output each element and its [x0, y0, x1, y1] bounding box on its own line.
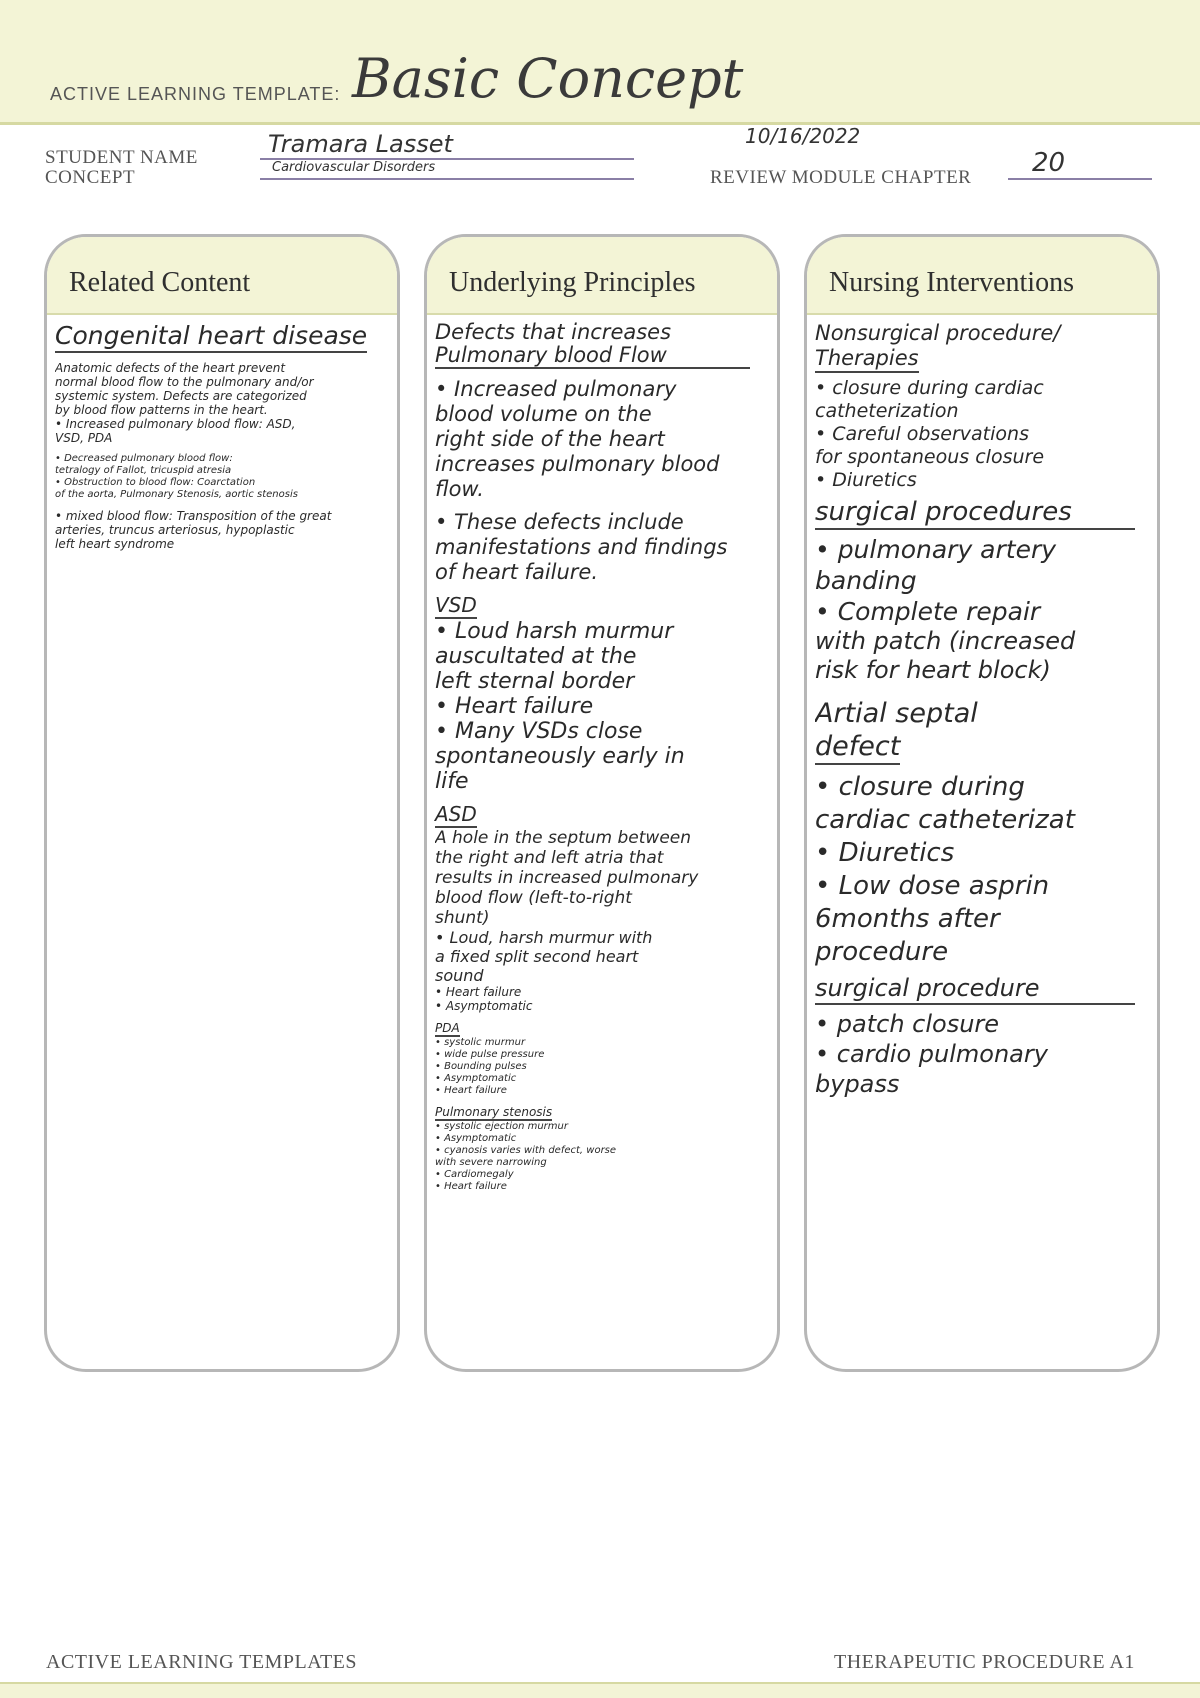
related-small-line: • Obstruction to blood flow: Coarctation	[55, 477, 256, 488]
asd-line: blood flow (left-to-right	[435, 888, 632, 908]
underlying-p1: blood volume on the	[435, 402, 652, 426]
vsd-heading: VSD	[435, 593, 477, 617]
pda-line: • wide pulse pressure	[435, 1049, 545, 1060]
student-name-value: Tramara Lasset	[268, 130, 453, 158]
asd-small-line: • Asymptomatic	[435, 999, 533, 1013]
nursing-l1: • closure during cardiac	[815, 377, 1044, 399]
nursing-h1: Therapies	[815, 346, 919, 373]
vsd-line: spontaneously early in	[435, 744, 685, 769]
pulmonary-stenosis-heading: Pulmonary stenosis	[435, 1105, 553, 1119]
related-line: by blood flow patterns in the heart.	[55, 403, 268, 417]
asd-small-line: • Heart failure	[435, 985, 522, 999]
underlying-heading: Pulmonary blood Flow	[435, 344, 750, 369]
review-chapter-value: 20	[1032, 148, 1066, 178]
student-name-label: STUDENT NAME	[45, 147, 198, 168]
vsd-line: • Many VSDs close	[435, 719, 643, 744]
related-small-line: • Decreased pulmonary blood flow:	[55, 453, 233, 464]
vsd-line: • Heart failure	[435, 694, 594, 719]
underlying-p2: of heart failure.	[435, 560, 599, 584]
related-line: VSD, PDA	[55, 431, 113, 445]
pda-heading: PDA	[435, 1021, 460, 1035]
underlying-p2: manifestations and findings	[435, 535, 728, 559]
pda-line: • Heart failure	[435, 1085, 507, 1096]
nursing-l4: • cardio pulmonary	[815, 1040, 1048, 1068]
nursing-h2: surgical procedures	[815, 496, 1135, 530]
related-small-line: of the aorta, Pulmonary Stenosis, aortic stenosis	[55, 489, 298, 500]
related-line: systemic system. Defects are categorized	[55, 389, 307, 403]
review-module-label: REVIEW MODULE CHAPTER	[710, 167, 972, 188]
nursing-interventions-title: Nursing Interventions	[807, 237, 1157, 315]
review-chapter-underline	[1008, 178, 1152, 180]
related-content-title: Related Content	[47, 237, 397, 315]
nursing-l1: • Careful observations	[815, 423, 1029, 445]
nursing-l3: procedure	[815, 937, 949, 967]
asd-line: a fixed split second heart	[435, 947, 639, 966]
ps-line: • systolic ejection murmur	[435, 1121, 568, 1132]
related-small-line: tetralogy of Fallot, tricuspid atresia	[55, 465, 232, 476]
related-content-panel	[44, 234, 400, 1372]
related-tail-line: left heart syndrome	[55, 537, 175, 551]
nursing-l2: • Complete repair	[815, 597, 1041, 626]
underlying-p1: • Increased pulmonary	[435, 377, 677, 401]
ps-line: with severe narrowing	[435, 1157, 547, 1168]
asd-line: the right and left atria that	[435, 848, 664, 868]
underlying-p2: • These defects include	[435, 510, 684, 534]
related-tail-line: arteries, truncus arteriosus, hypoplastic	[55, 523, 295, 537]
page-title: Basic Concept	[352, 47, 744, 110]
nursing-h4: surgical procedure	[815, 973, 1135, 1005]
underlying-principles-panel	[424, 234, 780, 1372]
pda-line: • systolic murmur	[435, 1037, 526, 1048]
nursing-l2: banding	[815, 566, 917, 595]
concept-underline	[260, 178, 634, 180]
concept-value: Cardiovascular Disorders	[272, 160, 436, 175]
asd-heading: ASD	[435, 802, 477, 826]
nursing-l4: • patch closure	[815, 1010, 1000, 1038]
related-line: Anatomic defects of the heart prevent	[55, 361, 286, 375]
underlying-heading: Defects that increases	[435, 321, 672, 344]
concept-label: CONCEPT	[45, 167, 136, 188]
nursing-h3: defect	[815, 730, 900, 765]
template-label: ACTIVE LEARNING TEMPLATE:	[50, 84, 341, 104]
ps-line: • Asymptomatic	[435, 1133, 517, 1144]
asd-line: • Loud, harsh murmur with	[435, 928, 653, 947]
date-value: 10/16/2022	[745, 124, 861, 148]
pda-line: • Bounding pulses	[435, 1061, 527, 1072]
nursing-l3: • Low dose asprin	[815, 871, 1050, 901]
asd-line: shunt)	[435, 908, 490, 928]
footer-right: THERAPEUTIC PROCEDURE A1	[834, 1651, 1135, 1673]
pda-line: • Asymptomatic	[435, 1073, 517, 1084]
related-line: normal blood flow to the pulmonary and/or	[55, 375, 314, 389]
nursing-l1: for spontaneous closure	[815, 446, 1045, 468]
nursing-l3: • closure during	[815, 772, 1025, 802]
underlying-p1: increases pulmonary blood	[435, 452, 720, 476]
related-tail-line: • mixed blood flow: Transposition of the great	[55, 509, 332, 523]
vsd-line: life	[435, 769, 469, 794]
nursing-l1: catheterization	[815, 400, 959, 422]
footer-left: ACTIVE LEARNING TEMPLATES	[46, 1651, 358, 1673]
nursing-l1: • Diuretics	[815, 469, 917, 491]
vsd-line: auscultated at the	[435, 644, 637, 669]
vsd-line: left sternal border	[435, 669, 635, 694]
nursing-interventions-panel	[804, 234, 1160, 1372]
ps-line: • Heart failure	[435, 1181, 507, 1192]
nursing-h1: Nonsurgical procedure/	[815, 321, 1061, 345]
related-heading: Congenital heart disease	[55, 321, 367, 353]
asd-line: results in increased pulmonary	[435, 868, 699, 888]
nursing-l2: risk for heart block)	[815, 656, 1051, 684]
nursing-l2: with patch (increased	[815, 627, 1076, 655]
nursing-l3: • Diuretics	[815, 838, 955, 868]
ps-line: • cyanosis varies with defect, worse	[435, 1145, 617, 1156]
asd-line: A hole in the septum between	[435, 828, 692, 848]
nursing-l2: • pulmonary artery	[815, 535, 1057, 564]
nursing-l4: bypass	[815, 1070, 900, 1098]
underlying-p1: flow.	[435, 477, 484, 501]
related-line: • Increased pulmonary blood flow: ASD,	[55, 417, 296, 431]
vsd-line: • Loud harsh murmur	[435, 619, 674, 644]
asd-line: sound	[435, 966, 484, 985]
nursing-l3: 6months after	[815, 904, 1000, 934]
ps-line: • Cardiomegaly	[435, 1169, 514, 1180]
underlying-principles-title: Underlying Principles	[427, 237, 777, 315]
nursing-h3: Artial septal	[815, 698, 978, 729]
nursing-l3: cardiac catheterizat	[815, 805, 1075, 835]
underlying-p1: right side of the heart	[435, 427, 665, 451]
